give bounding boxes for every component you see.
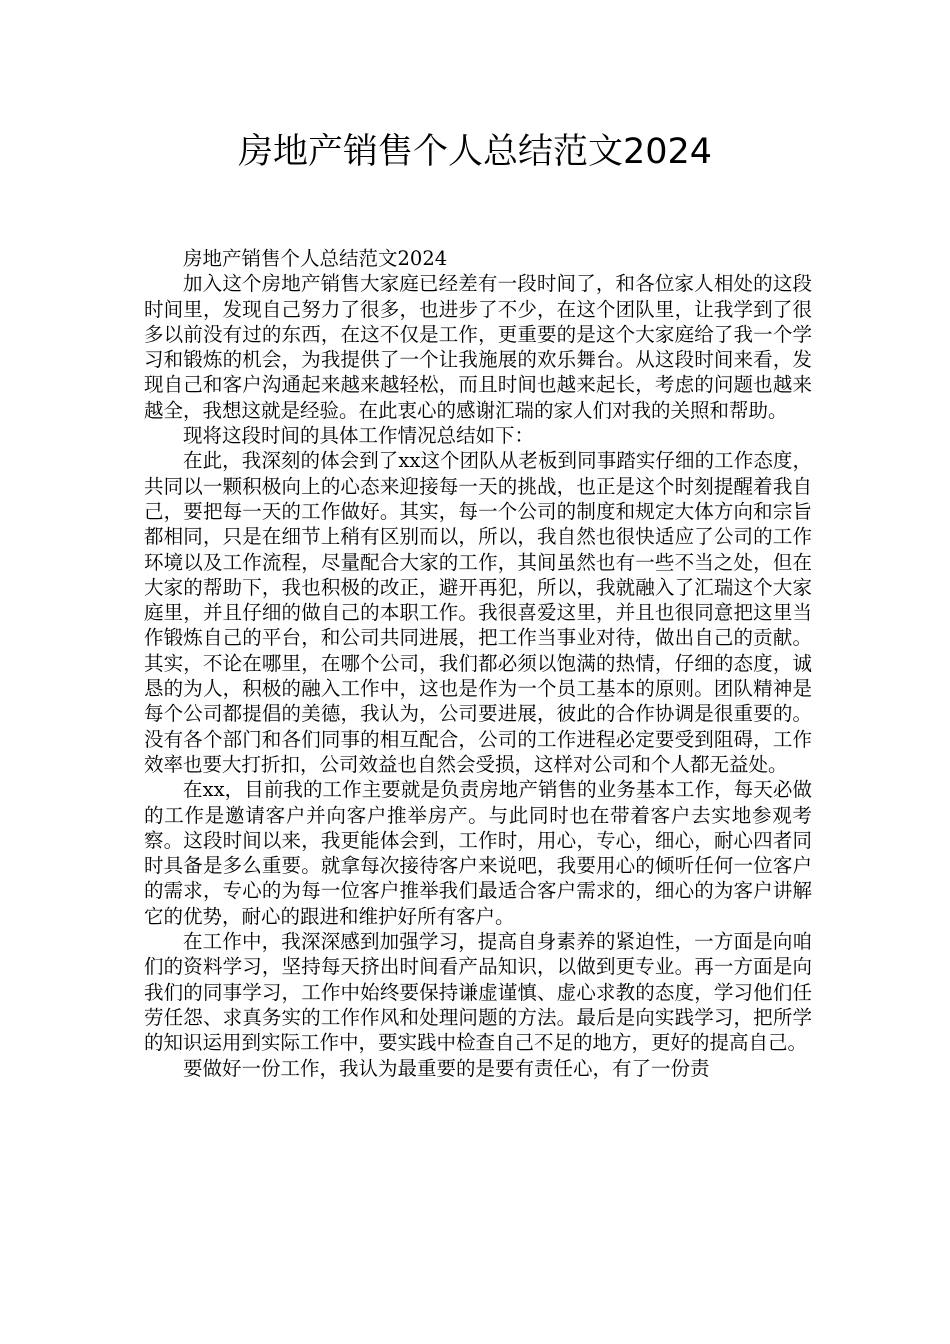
- paragraph: 在工作中，我深深感到加强学习，提高自身素养的紧迫性，一方面是向咱们的资料学习，坚持每天挤出时间看产品知识，以做到更专业。再一方面是向我们的同事学习，工作中始终要保持谦虚谨慎、虚心求教的态度，学习他们任劳任怨、求真务实的工作作风和处理问题的方法。最后是向实践学习，把所学的知识运用到实际工作中，要实践中检查自己不足的地方，更好的提高自己。: [144, 930, 812, 1055]
- paragraph: 要做好一份工作，我认为最重要的是要有责任心，有了一份责: [183, 1056, 710, 1080]
- paragraph: 在xx，目前我的工作主要就是负责房地产销售的业务基本工作，每天必做的工作是邀请客户并向客户推举房产。与此同时也在带着客户去实地参观考察。这段时间以来，我更能体会到，工作时，用心，专心，细心，耐心四者同时具备是多么重要。就拿每次接待客户来说吧，我要用心的倾听任何一位客户的需求，专心的为每一位客户推举我们最适合客户需求的，细心的为客户讲解它的优势，耐心的跟进和维护好所有客户。: [144, 778, 812, 928]
- paragraph: 现将这段时间的具体工作情况总结如下：: [183, 424, 535, 448]
- document-body: [144, 246, 812, 1081]
- document-title: 房地产销售个人总结范文2024: [237, 132, 713, 172]
- paragraph-subtitle: 房地产销售个人总结范文2024: [183, 247, 448, 270]
- paragraph: 在此，我深刻的体会到了xx这个团队从老板到同事踏实仔细的工作态度，共同以一颗积极向上的心态来迎接每一天的挑战，也正是这个时刻提醒着我自己，要把每一天的工作做好。其实，每一个公司的制度和规定大体方向和宗旨都相同，只是在细节上稍有区别而以，所以，我自然也很快适应了公司的工作环境以及工作流程，尽量配合大家的工作，其间虽然也有一些不当之处，但在大家的帮助下，我也积极的改正，避开再犯，所以，我就融入了汇瑞这个大家庭里，并且仔细的做自己的本职工作。我很喜爱这里，并且也很同意把这里当作锻炼自己的平台，和公司共同进展，把工作当事业对待，做出自己的贡献。其实，不论在哪里，在哪个公司，我们都必须以饱满的热情，仔细的态度，诚恳的为人，积极的融入工作中，这也是作为一个员工基本的原则。团队精神是每个公司都提倡的美德，我认为，公司要进展，彼此的合作协调是很重要的。没有各个部门和各们同事的相互配合，公司的工作进程必定要受到阻碍，工作效率也要大打折扣，公司效益也自然会受损，这样对公司和个人都无益处。: [144, 449, 812, 776]
- paragraph: 加入这个房地产销售大家庭已经差有一段时间了，和各位家人相处的这段时间里，发现自己努力了很多，也进步了不少，在这个团队里，让我学到了很多以前没有过的东西，在这不仅是工作，更重要的是这个大家庭给了我一个学习和锻炼的机会，为我提供了一个让我施展的欢乐舞台。从这段时间来看，发现自己和客户沟通起来越来越轻松，而且时间也越来起长，考虑的问题也越来越全，我想这就是经验。在此衷心的感谢汇瑞的家人们对我的关照和帮助。: [144, 272, 812, 422]
